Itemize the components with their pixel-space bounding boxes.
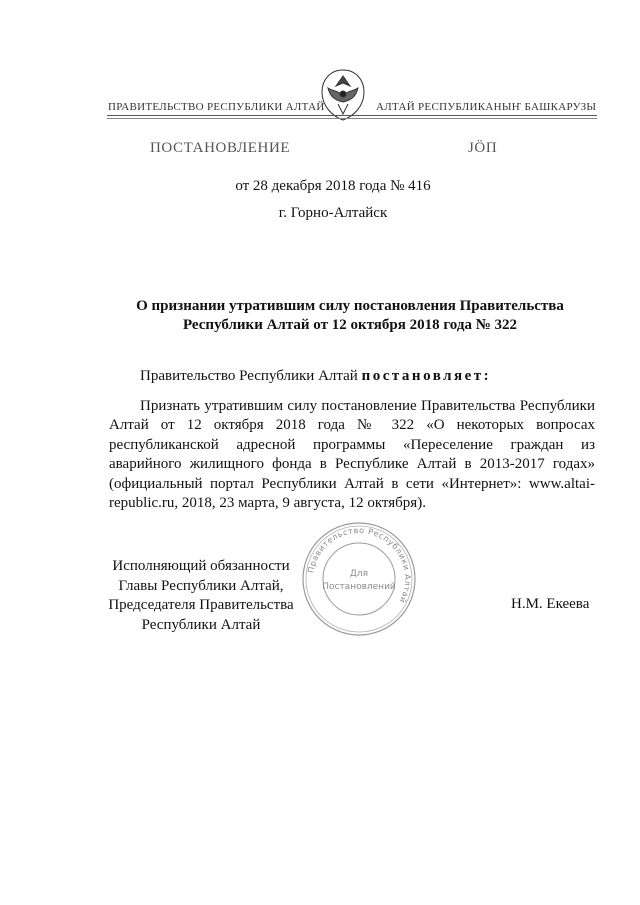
signatory-name: Н.М. Екеева [511, 596, 590, 612]
document-date-number: от 28 декабря 2018 года № 416 [235, 178, 431, 194]
header-divider-thin [107, 118, 597, 119]
signatory-position [98, 557, 304, 635]
resolution-body: Признать утратившим силу постановление Правительства Республики Алтай от 12 октября 2018 года № 322 «О некоторых вопросах республиканской адресной программы «Переселение граждан из аварийного жилищного фонда в Республике Алтай в 2013-2017 годах» (официальный портал Республики Алтай в сети «Интернет»: www.altai-republic.ru, 2018, 23 марта, 9 августа, 12 октября). [109, 398, 595, 512]
header-divider [107, 115, 597, 116]
preamble-verb: постановляет: [361, 368, 492, 384]
preamble-subject: Правительство Республики Алтай [140, 368, 358, 384]
document-city: г. Горно-Алтайск [278, 205, 388, 221]
signatory-line: Главы Республики Алтай, [118, 577, 284, 594]
stamp-inner-line1: Для [349, 569, 369, 579]
document-type-altai: ЈӦП [468, 140, 498, 156]
government-name-russian: ПРАВИТЕЛЬСТВО РЕСПУБЛИКИ АЛТАЙ [108, 101, 325, 113]
document-title: О признании утратившим силу постановления Правительства Республики Алтай от 12 октября 2018 года № 322 [136, 298, 564, 333]
coat-of-arms-emblem [318, 66, 368, 122]
stamp-outer-text: Правительство Республики Алтай [306, 525, 413, 605]
document-type-russian: ПОСТАНОВЛЕНИЕ [150, 140, 291, 156]
signatory-line: Председателя Правительства [108, 597, 294, 613]
government-name-altai: АЛТАЙ РЕСПУБЛИКАНЫҤ БАШКАРУЗЫ [376, 101, 597, 113]
stamp-inner-line2: Постановлений [322, 582, 396, 592]
signatory-line: Республики Алтай [141, 616, 261, 633]
signatory-line: Исполняющий обязанности [112, 558, 290, 574]
preamble [140, 368, 491, 385]
official-stamp [300, 520, 418, 638]
